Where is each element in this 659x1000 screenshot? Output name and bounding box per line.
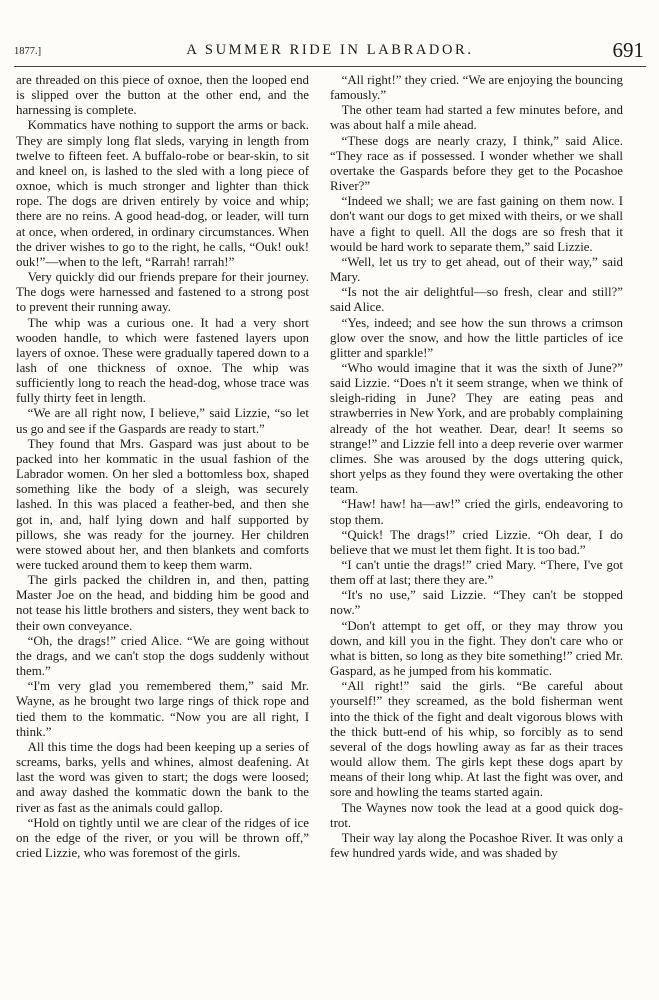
paragraph: “Who would imagine that it was the sixth of June?” said Lizzie. “Does n't it seem strange, when we think of sleigh-riding in June? They are eating peas and strawberries in New York, and are probably complaining already of the hot weather. Dear, dear! It seems so strange!” and Lizzie fell into a deep reverie over warmer climes. She was aroused by the dogs uttering quick, short yelps as they found they were overtaking the other team. [330, 360, 623, 497]
paragraph: “Quick! The drags!” cried Lizzie. “Oh dear, I do believe that we must let them fight. It is too bad.” [330, 527, 623, 557]
paragraph: The other team had started a few minutes before, and was about half a mile ahead. [330, 103, 623, 133]
left-column [16, 73, 309, 861]
paragraph: Kommatics have nothing to support the arms or back. They are simply long flat sleds, varying in length from twelve to fifteen feet. A buffalo-robe or bear-skin, to sit and kneel on, is lashed to the sled with a long piece of oxnoe, which is much stronger and lighter than thick rope. The dogs are driven entirely by voice and whip; there are no reins. A good head-dog, or leader, will turn at once, when ordered, in ordinary circumstances. When the driver wishes to go to the right, he calls, “Ouk! ouk! ouk!”—when to the left, “Rarrah! rarrah!” [16, 118, 309, 269]
paragraph: “All right!” they cried. “We are enjoying the bouncing famously.” [330, 73, 623, 103]
paragraph: Very quickly did our friends prepare for their journey. The dogs were harnessed and fastened to a strong post to prevent their running away. [16, 270, 309, 315]
paragraph: “I'm very glad you remembered them,” said Mr. Wayne, as he brought two large rings of thick rope and tied them to the kommatic. “Now you are all right, I think.” [16, 679, 309, 739]
paragraph: “All right!” said the girls. “Be careful about yourself!” they screamed, as the bold fisherman went into the thick of the fight and dealt vigorous blows with the thick butt-end of his whip, so forcibly as to send several of the dogs howling away as far as their traces would allow them. The girls kept these dogs apart by means of their long whip. At last the fight was over, and sore and howling the teams started again. [330, 679, 623, 800]
paragraph: “We are all right now, I believe,” said Lizzie, “so let us go and see if the Gaspards are ready to start.” [16, 406, 309, 436]
paragraph: “These dogs are nearly crazy, I think,” said Alice. “They race as if possessed. I wonder whether we shall overtake the Gaspards before they get to the Pocashoe River?” [330, 133, 623, 194]
header-rule [14, 66, 646, 67]
paragraph: The Waynes now took the lead at a good quick dog-trot. [330, 800, 623, 830]
paragraph: “Yes, indeed; and see how the sun throws a crimson glow over the snow, and how the little particles of ice glitter and sparkle!” [330, 315, 623, 360]
paragraph: “Oh, the drags!” cried Alice. “We are going without the drags, and we can't stop the dogs suddenly without them.” [16, 633, 309, 679]
paragraph: “Indeed we shall; we are fast gaining on them now. I don't want our dogs to get mixed with theirs, or we shall have a fight to quell. All the dogs are so fresh that it would be hard work to separate them,” said Lizzie. [330, 194, 623, 254]
paragraph: “It's no use,” said Lizzie. “They can't be stopped now.” [330, 588, 623, 618]
header-year: 1877.] [14, 46, 42, 57]
paragraph: They found that Mrs. Gaspard was just about to be packed into her kommatic in the usual fashion of the Labrador women. On her sled a bottomless box, shaped something like the body of a sleigh, was securely lashed. In this was placed a feather-bed, and then she got in, and, half lying down and half supported by pillows, she was ready for the journey. Her children were stowed about her, and then blankets and comforts were tucked around them to keep them warm. [16, 436, 309, 572]
paragraph: Their way lay along the Pocashoe River. It was only a few hundred yards wide, and was shaded by [330, 830, 623, 860]
right-column [330, 73, 623, 861]
paragraph: The whip was a curious one. It had a very short wooden handle, to which were fastened layers upon layers of oxnoe. These were gradually tapered down to a lash of one thickness of oxnoe. The whip was sufficiently long to reach the head-dog, whose trace was fully thirty feet in length. [16, 315, 309, 406]
paragraph: “Is not the air delightful—so fresh, clear and still?” said Alice. [330, 285, 623, 315]
paragraph: The girls packed the children in, and then, patting Master Joe on the head, and bidding him be good and not tease his little brothers and sisters, they went back to their own conveyance. [16, 573, 309, 633]
paragraph: “Don't attempt to get off, or they may throw you down, and kill you in the fight. They don't care who or what is bitten, so long as they bite something!” cried Mr. Gaspard, as he jumped from his kommatic. [330, 618, 623, 679]
paragraph: “Haw! haw! ha—aw!” cried the girls, endeavoring to stop them. [330, 497, 623, 527]
paragraph: “Hold on tightly until we are clear of the ridges of ice on the edge of the river, or you will be thrown off,” cried Lizzie, who was foremost of the girls. [16, 815, 309, 860]
paragraph: “I can't untie the drags!” cried Mary. “There, I've got them off at last; there they are.” [330, 558, 623, 588]
paragraph: are threaded on this piece of oxnoe, then the looped end is slipped over the button at the other end, and the harnessing is complete. [16, 73, 309, 118]
running-title: A SUMMER RIDE IN LABRADOR. [186, 42, 474, 58]
paragraph: “Well, let us try to get ahead, out of their way,” said Mary. [330, 254, 623, 285]
page-number: 691 [612, 38, 644, 62]
page-header [14, 40, 646, 62]
paragraph: All this time the dogs had been keeping up a series of screams, barks, yells and whines, almost deafening. At last the word was given to start; the dogs were loosed; and away dashed the kommatic down the bank to the river as fast as the animals could gallop. [16, 739, 309, 815]
